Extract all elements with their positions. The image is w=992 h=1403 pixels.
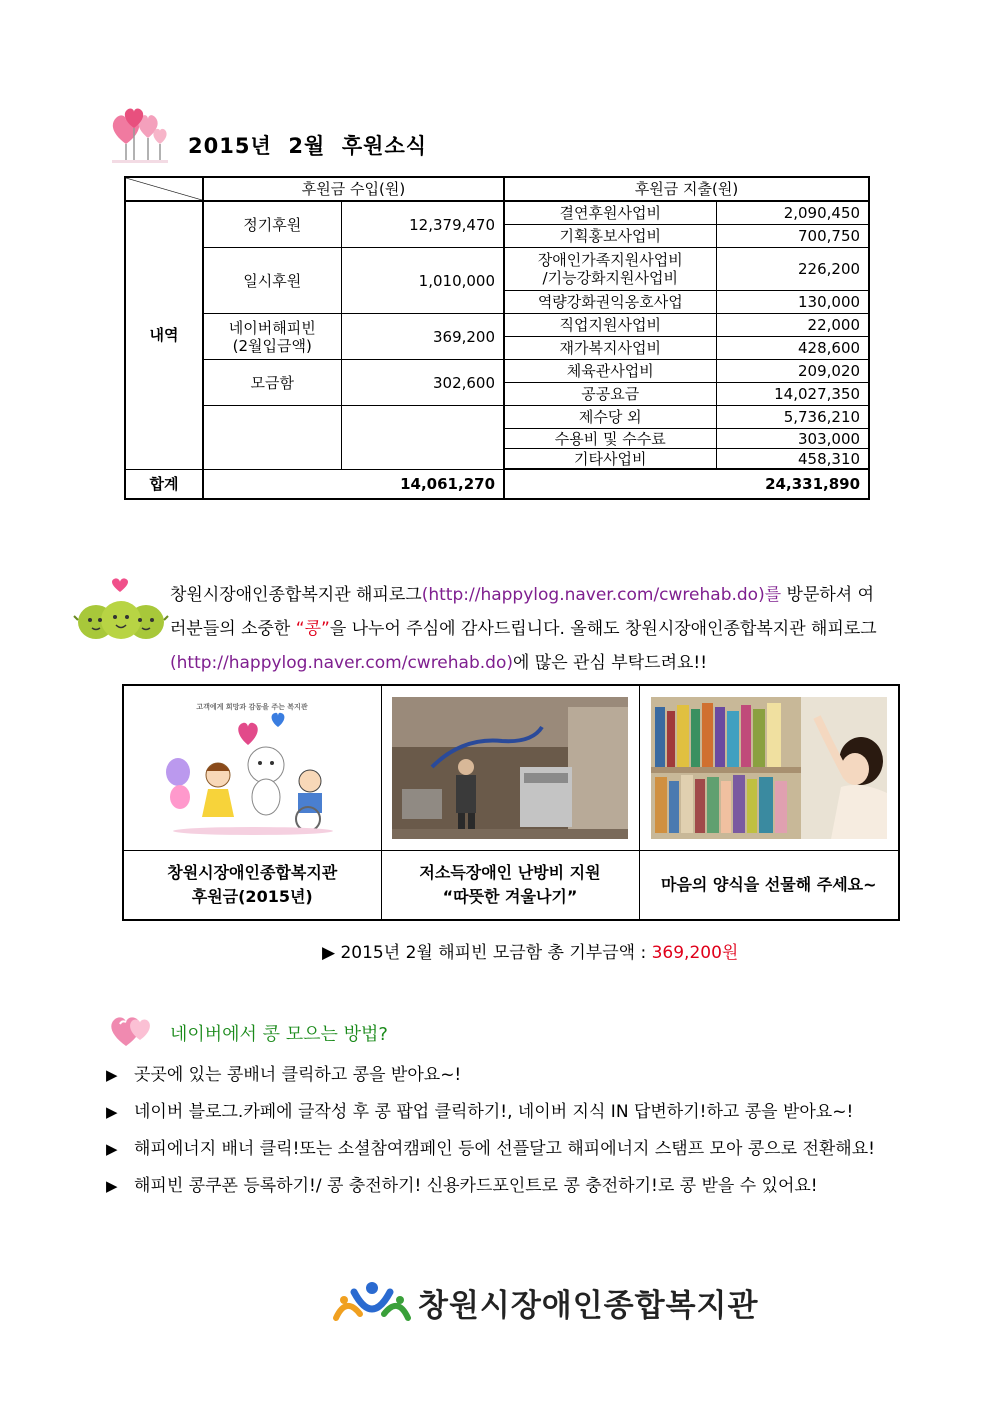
expense-total: 24,331,890 <box>504 469 869 499</box>
list-item <box>106 1134 926 1165</box>
happylog-paragraph <box>170 578 890 680</box>
total-donation-line <box>322 938 738 963</box>
heating-support-photo[interactable] <box>392 697 628 839</box>
list-item <box>106 1060 926 1091</box>
campaign-caption: 저소득장애인 난방비 지원 “따뜻한 겨울나기” <box>381 851 639 921</box>
happylog-text: 방문하셔 여러분들의 소중한 <box>170 585 875 639</box>
happylog-text: 창원시장애인종합복지관 해피로그 <box>170 585 422 605</box>
donation-illustration-image[interactable] <box>158 697 346 839</box>
bullet-icon: ▶ <box>106 1140 118 1158</box>
expense-header: 후원금 지출(원) <box>504 177 869 201</box>
happylog-link[interactable]: (http://happylog.naver.com/cwrehab.do) <box>170 653 513 673</box>
expense-label: 수용비 및 수수료 <box>504 429 716 449</box>
happylog-text: 에 많은 관심 부탁드려요!! <box>512 653 708 673</box>
diagonal-header-cell <box>125 177 203 201</box>
total-donation-amount: 369,200원 <box>651 943 739 963</box>
hearts-tree-icon <box>108 104 170 164</box>
income-label: 일시후원 <box>203 248 341 314</box>
list-item-text: 해피빈 콩쿠폰 등록하기!/ 콩 충전하기! 신용카드포인트로 콩 충전하기!로 콩 받을 수 있어요! <box>134 1176 818 1196</box>
expense-amount: 303,000 <box>716 429 869 449</box>
kong-highlight: “콩” <box>295 619 330 639</box>
list-item-text: 네이버 블로그.카페에 글작성 후 콩 팝업 클릭하기!, 네이버 지식 IN 답변하기!하고 콩을 받아요~! <box>134 1102 854 1122</box>
income-amount: 302,600 <box>341 360 504 406</box>
total-row <box>125 469 869 499</box>
bullet-icon: ▶ <box>106 1177 118 1195</box>
list-item <box>106 1171 926 1202</box>
income-label: 정기후원 <box>203 201 341 248</box>
happylog-text: 을 나누어 주심에 감사드립니다. 올해도 창원시장애인종합복지관 해피로그 <box>329 619 877 639</box>
empty-cell <box>203 406 341 470</box>
income-amount: 12,379,470 <box>341 201 504 248</box>
income-total: 14,061,270 <box>203 469 504 499</box>
expense-amount: 700,750 <box>716 225 869 248</box>
empty-cell <box>341 406 504 470</box>
list-item-text: 곳곳에 있는 콩배너 클릭하고 콩을 받아요~! <box>134 1065 462 1085</box>
campaign-image-cell[interactable] <box>381 685 639 851</box>
table-row <box>125 406 869 429</box>
expense-label: 기타사업비 <box>504 449 716 470</box>
income-label: 모금함 <box>203 360 341 406</box>
page-title: 2015년 2월 후원소식 <box>188 134 428 158</box>
hearts-icon <box>106 1010 158 1048</box>
table-row <box>125 314 869 337</box>
finance-table <box>124 176 870 500</box>
happylog-link[interactable]: (http://happylog.naver.com/cwrehab.do)를 <box>421 585 782 605</box>
income-amount: 1,010,000 <box>341 248 504 314</box>
table-row <box>125 248 869 291</box>
howto-title: 네이버에서 콩 모으는 방법? <box>170 1024 388 1045</box>
list-item <box>106 1097 926 1128</box>
table-row <box>125 360 869 383</box>
bullet-icon: ▶ <box>106 1066 118 1084</box>
table-header-row <box>125 177 869 201</box>
book-donation-photo[interactable] <box>651 697 887 839</box>
expense-amount: 458,310 <box>716 449 869 470</box>
bean-characters-icon <box>72 578 170 648</box>
org-logo <box>332 1276 759 1330</box>
table-row <box>125 201 869 225</box>
campaign-caption-row <box>123 851 899 921</box>
expense-amount: 5,736,210 <box>716 406 869 429</box>
list-item-text: 해피에너지 배너 클릭!또는 소셜참여캠페인 등에 선플달고 해피에너지 스탬프 모아 콩으로 전환해요! <box>134 1139 875 1159</box>
expense-label: 직업지원사업비 <box>504 314 716 337</box>
campaign-caption: 마음의 양식을 선물해 주세요~ <box>639 851 899 921</box>
expense-amount: 226,200 <box>716 248 869 291</box>
expense-amount: 22,000 <box>716 314 869 337</box>
expense-label: 체육관사업비 <box>504 360 716 383</box>
campaign-caption: 창원시장애인종합복지관 후원금(2015년) <box>123 851 381 921</box>
expense-label: 기획홍보사업비 <box>504 225 716 248</box>
campaign-image-cell[interactable] <box>639 685 899 851</box>
income-header: 후원금 수입(원) <box>203 177 504 201</box>
expense-amount: 428,600 <box>716 337 869 360</box>
total-donation-label: ▶ 2015년 2월 해피빈 모금함 총 기부금액 : <box>322 943 652 963</box>
bullet-icon: ▶ <box>106 1103 118 1121</box>
campaign-image-row <box>123 685 899 851</box>
illustration-caption-text: 고객에게 희망과 감동을 주는 복지관 <box>196 703 308 711</box>
expense-amount: 14,027,350 <box>716 383 869 406</box>
total-label: 합계 <box>125 469 203 499</box>
expense-label: 재가복지사업비 <box>504 337 716 360</box>
expense-label: 장애인가족지원사업비 /기능강화지원사업비 <box>504 248 716 291</box>
income-label: 네이버해피빈 (2월입금액) <box>203 314 341 360</box>
expense-label: 공공요금 <box>504 383 716 406</box>
org-name: 창원시장애인종합복지관 <box>418 1288 759 1324</box>
campaign-table <box>122 684 900 921</box>
expense-label: 제수당 외 <box>504 406 716 429</box>
org-logo-icon <box>332 1278 412 1326</box>
expense-amount: 130,000 <box>716 291 869 314</box>
campaign-image-cell[interactable] <box>123 685 381 851</box>
row-label-cell: 내역 <box>125 201 203 469</box>
expense-amount: 2,090,450 <box>716 201 869 225</box>
expense-label: 역량강화권익옹호사업 <box>504 291 716 314</box>
expense-label: 결연후원사업비 <box>504 201 716 225</box>
income-amount: 369,200 <box>341 314 504 360</box>
expense-amount: 209,020 <box>716 360 869 383</box>
howto-list <box>106 1060 926 1208</box>
